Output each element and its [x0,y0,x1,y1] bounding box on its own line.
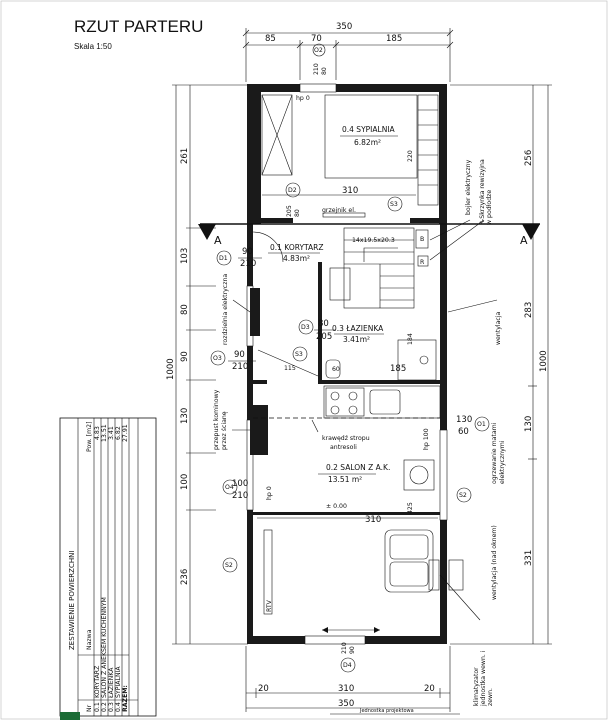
dim-220: 220 [407,150,414,162]
room-bedroom-area: 6.82m² [354,138,382,147]
dim-left-2: 80 [180,304,190,315]
section-marker-right: A [520,234,528,247]
dim-left-5: 100 [180,473,190,490]
dim-d4-height: 210 [341,642,348,654]
dim-d3-height: 205 [316,332,333,342]
dim-205: 205 [286,205,293,217]
dim-top-right: 185 [386,34,403,44]
svg-text:0.3: 0.3 [108,702,115,712]
dim-left-0: 261 [180,147,190,164]
footer-text: Jednostka projektowa [360,708,414,714]
dim-left-total: 1000 [166,358,176,380]
dim-o4-height: 210 [232,491,249,501]
svg-text:B: B [420,236,425,243]
table-total-value: 27.91 [122,424,129,442]
tag-d1: D1 [219,255,228,262]
dim-310-mid: 310 [365,515,382,525]
dim-o3-height: 210 [232,362,249,372]
dim-left-4: 130 [180,407,190,424]
dim-right-0: 256 [524,149,534,166]
room-korytarz-area: 4.83m² [283,254,311,263]
table-header-area: Pow. [m2] [86,421,93,452]
dim-top-left: 85 [265,34,276,44]
room-bedroom-name: 0.4 SYPIALNIA [342,125,395,134]
svg-text:3.41: 3.41 [108,426,115,440]
svg-text:SALON Z ANEKSEM KUCHENNYM: SALON Z ANEKSEM KUCHENNYM [101,597,108,698]
tag-o2-label: O2 [314,47,323,54]
chimney [250,405,268,455]
stove [404,460,434,490]
shower [398,340,436,380]
tag-s3-mid: S3 [295,351,303,358]
svg-text:0.4: 0.4 [115,702,122,712]
svg-text:4.83: 4.83 [94,426,101,440]
dim-bottom-right: 20 [424,684,435,694]
label-hp0-top: hp 0 [296,95,310,102]
table-row [94,426,101,712]
label-rozdzielnia: rozdzielnia elektryczna [222,273,229,345]
room-salon-area: 13.51 m² [328,475,363,484]
dim-left-6: 236 [180,568,190,585]
dim-o2-height: 210 [313,63,320,75]
dim-bottom-mid: 310 [338,684,355,694]
dim-115: 115 [284,365,296,372]
svg-text:SYPIALNIA: SYPIALNIA [115,666,122,698]
dim-d1-width: 90 [242,247,253,257]
dim-left-1: 103 [180,247,190,264]
room-korytarz-name: 0.1 KORYTARZ [270,243,324,252]
tag-d4: D4 [343,662,352,669]
dim-right-3: 331 [524,549,534,566]
dim-d1-height: 210 [240,259,257,269]
section-marker-left: A [214,234,222,247]
label-rtv: RTV [266,600,273,612]
label-przepust: przepust kominowy przez ścianę [213,389,228,450]
tag-d2: D2 [288,187,297,194]
dim-right-total: 1000 [539,350,549,372]
dim-o1-width: 130 [456,415,473,425]
dim-right-1: 283 [524,301,534,318]
dim-80-top: 80 [294,209,301,217]
dim-184: 184 [407,333,414,345]
svg-text:R: R [420,259,425,266]
tag-o4: O4 [225,484,234,491]
label-level: ± 0.00 [326,503,347,510]
label-hp0-mid: hp 0 [266,486,273,500]
label-wentylacja-okno: wentylacja (nad oknem) [491,525,498,600]
table-header-nr: Nr [86,704,93,712]
table-header-name: Nazwa [86,629,93,650]
table-row [108,426,115,712]
dim-o2-width: 80 [321,67,328,75]
label-bojler: bojler elektryczny [465,159,472,215]
plan-title: RZUT PARTERU [74,17,204,36]
dim-310-top: 310 [342,186,359,196]
dim-o1-height: 60 [458,427,469,437]
table-row [115,426,122,712]
label-hp100: hp 100 [423,428,430,450]
dim-right-2: 130 [524,415,534,432]
brand-logo [60,712,80,720]
tag-s2-right: S2 [459,492,467,499]
svg-text:13.51: 13.51 [101,424,108,442]
dim-425: 425 [407,502,414,514]
room-lazienka-area: 3.41m² [343,335,371,344]
dim-o3-width: 90 [234,350,245,360]
svg-text:6.82: 6.82 [115,426,122,440]
label-stairs: 14x19.5x20.3 [352,237,395,244]
ac-unit [429,560,439,590]
dim-bottom-total: 350 [338,699,355,709]
dim-185: 185 [390,364,407,374]
tag-o3: O3 [213,355,222,362]
svg-text:0.2: 0.2 [101,702,108,712]
room-lazienka-name: 0.3 ŁAZIENKA [332,324,384,333]
plan-scale: Skala 1:50 [74,42,112,51]
sofa [385,530,433,592]
tag-d3: D3 [301,324,310,331]
label-grzejnik: grzejnik el. [322,207,356,214]
dim-o4-width: 100 [232,479,249,489]
label-ogrzewanie: ogrzewanie matami elektrycznymi [491,422,506,484]
dim-top-total: 350 [336,22,353,32]
kitchen-counter [324,386,440,418]
tag-o1: O1 [477,421,486,428]
room-salon-name: 0.2 SALON Z A.K. [326,463,391,472]
dim-60: 60 [332,366,340,373]
dim-bottom-left: 20 [258,684,269,694]
svg-text:0.1: 0.1 [94,702,101,712]
tag-s3-top: S3 [390,201,398,208]
svg-text:ŁAZIENKA: ŁAZIENKA [108,667,115,698]
svg-text:KORYTARZ: KORYTARZ [94,665,101,698]
dim-d4-width: 90 [349,646,356,654]
dim-d3-width: 80 [318,319,329,329]
table-total-label: RAZEM: [122,685,129,712]
bottom-dimensions [246,646,450,712]
label-wentylacja: wentylacja [495,311,502,345]
dim-top-mid: 70 [311,34,322,44]
stairs [330,228,428,308]
label-klimatyzator: klimatyzator jednostka wewn. i zewn. [473,650,494,706]
table-title: ZESTAWIENIE POWIERZCHNI [68,550,76,650]
label-skrzynka: R-Skrzynka rewizyjna w podłodze [479,159,493,225]
area-table [60,418,156,716]
label-krawedz: krawędź stropu antresoli [322,435,370,451]
dim-left-3: 90 [180,351,190,362]
tag-s2-left: S2 [225,562,233,569]
top-dimensions [243,22,453,82]
table-row [101,424,108,712]
